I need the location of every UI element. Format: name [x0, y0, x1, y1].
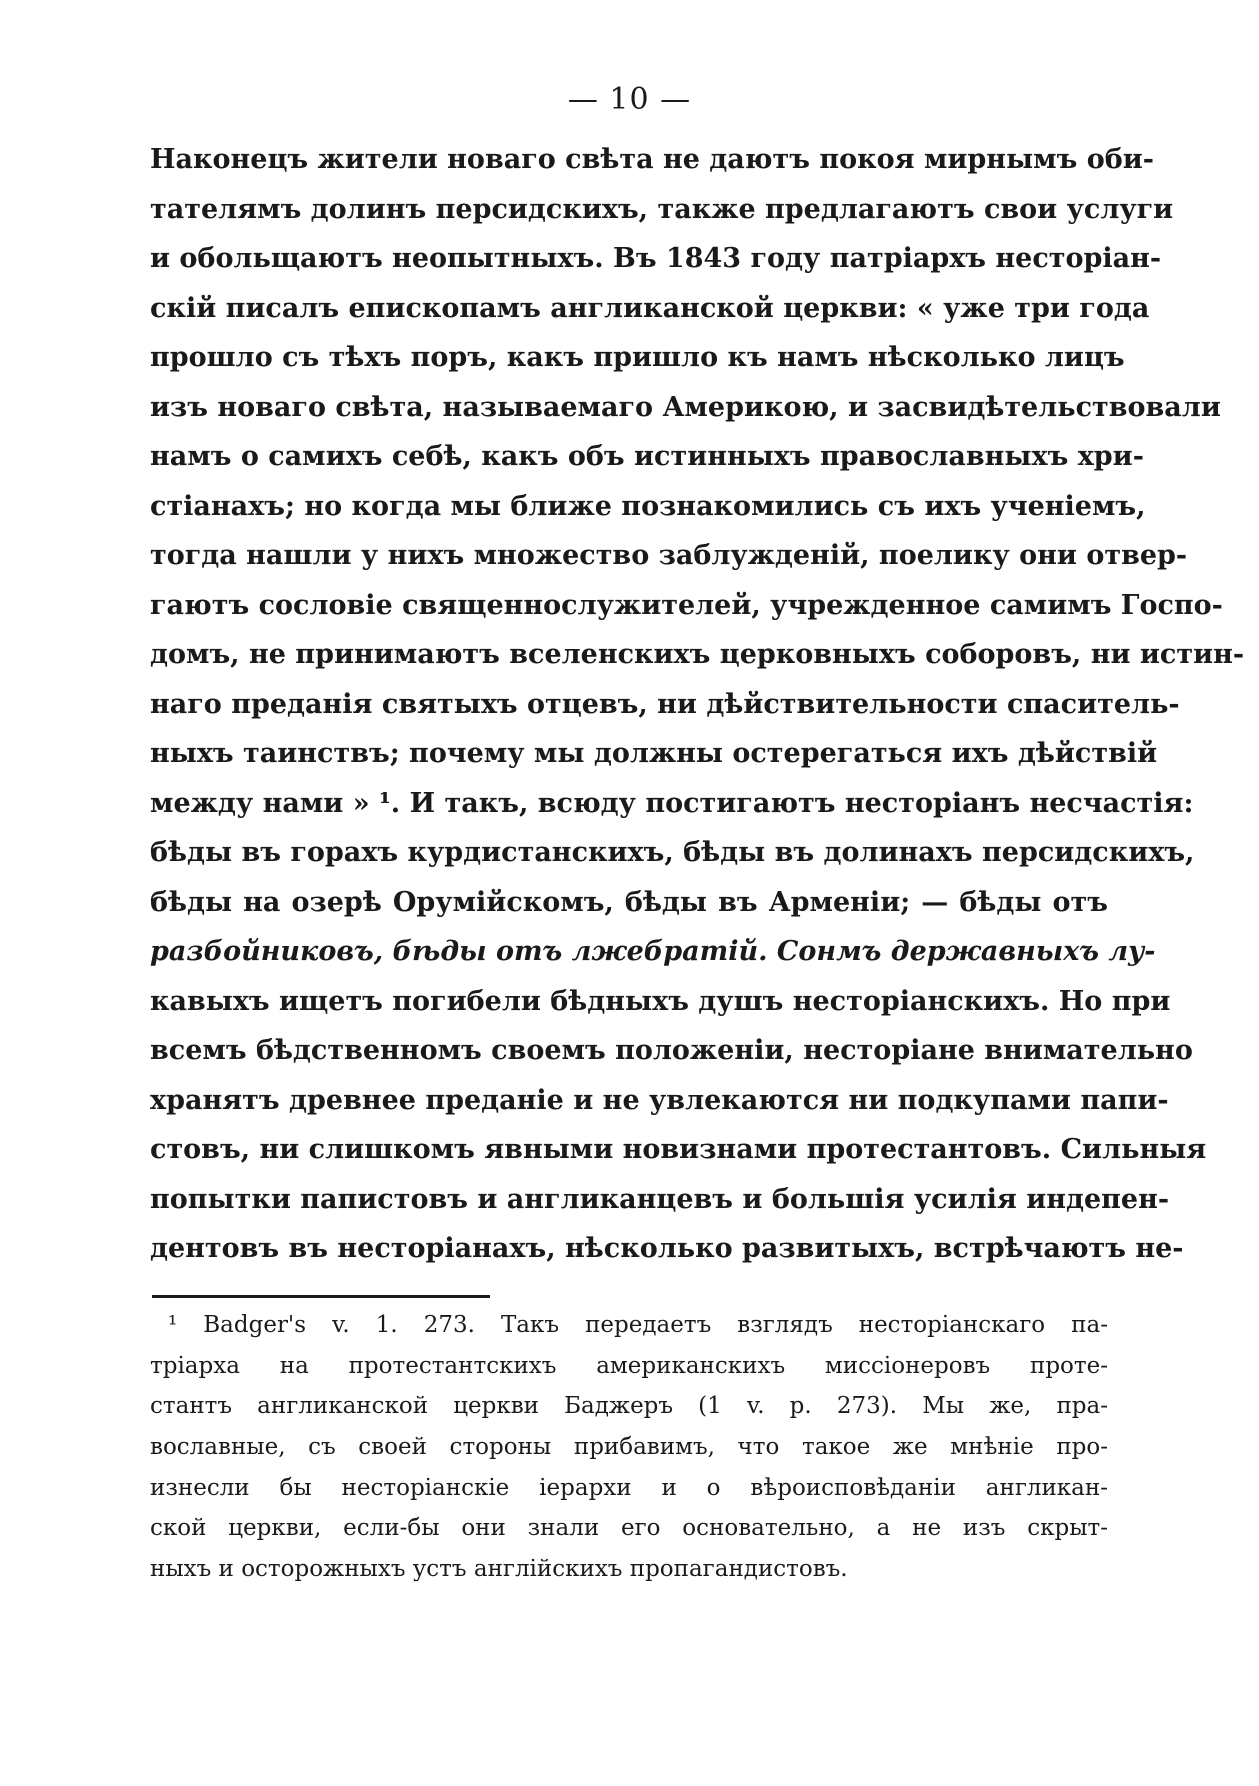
footnote-line: ¹ Badger's v. 1. 273. Такъ передаетъ взглядъ несторіанскаго па- — [168, 1312, 1108, 1338]
footnote-line: вославные, съ своей стороны прибавимъ, что такое же мнѣніе про- — [150, 1434, 1108, 1461]
text-line: ныхъ таинствъ; почему мы должны остерегаться ихъ дѣйствій — [150, 738, 1158, 769]
footnote-line: ской церкви, если-бы они знали его основательно, а не изъ скрыт- — [150, 1515, 1108, 1542]
text-line: изъ новаго свѣта, называемаго Америкою, и засвидѣтельствовали — [150, 391, 1221, 423]
text-line: разбойниковъ, бѣды отъ лжебратій. Сонмъ державныхъ лу- — [150, 936, 1156, 967]
text-line: тателямъ долинъ персидскихъ, также предлагаютъ свои услуги — [150, 193, 1174, 225]
text-line: прошло съ тѣхъ поръ, какъ пришло къ намъ нѣсколько лицъ — [150, 342, 1125, 373]
text-line: стовъ, ни слишкомъ явными новизнами протестантовъ. Сильныя — [150, 1134, 1207, 1165]
text-line: попытки папистовъ и англиканцевъ и большія усилія индепен- — [150, 1183, 1170, 1215]
text-line: бѣды на озерѣ Орумійскомъ, бѣды въ Арменіи; — бѣды отъ — [150, 886, 1108, 918]
text-line: тогда нашли у нихъ множество заблужденій, поелику они отвер- — [150, 540, 1188, 571]
text-line: кавыхъ ищетъ погибели бѣдныхъ душъ несторіанскихъ. Но при — [150, 985, 1171, 1017]
footnote-line: стантъ англиканской церкви Баджеръ (1 v. p. 273). Мы же, пра- — [150, 1393, 1108, 1420]
text-line: наго преданія святыхъ отцевъ, ни дѣйствительности спаситель- — [150, 688, 1180, 720]
main-text — [150, 135, 1245, 1274]
footnotes — [150, 1305, 1108, 1590]
footnote-divider — [152, 1295, 490, 1298]
text-line: намъ о самихъ себѣ, какъ объ истинныхъ православныхъ хри- — [150, 441, 1144, 472]
page-number: — 10 — — [567, 82, 692, 117]
text-line: между нами » ¹. И такъ, всюду постигаютъ несторіанъ несчастія: — [150, 787, 1194, 819]
footnote-line: ныхъ и осторожныхъ устъ англійскихъ пропагандистовъ. — [150, 1556, 848, 1583]
text-line: хранятъ древнее преданіе и не увлекаются ни подкупами папи- — [150, 1084, 1169, 1116]
text-line: всемъ бѣдственномъ своемъ положеніи, несторіане внимательно — [150, 1035, 1193, 1066]
text-line: стіанахъ; но когда мы ближе познакомились съ ихъ ученіемъ, — [150, 490, 1146, 522]
text-line: Наконецъ жители новаго свѣта не даютъ покоя мирнымъ оби- — [150, 144, 1154, 175]
text-line: домъ, не принимаютъ вселенскихъ церковныхъ соборовъ, ни истин- — [150, 639, 1245, 670]
text-line: и обольщаютъ неопытныхъ. Въ 1843 году патріархъ несторіан- — [150, 243, 1162, 274]
footnote-line: тріарха на протестантскихъ американскихъ миссіонеровъ проте- — [150, 1352, 1108, 1379]
footnote-line: изнесли бы несторіанскіе іерархи и о вѣроисповѣданіи англикан- — [150, 1474, 1108, 1501]
text-line: дентовъ въ несторіанахъ, нѣсколько развитыхъ, встрѣчаютъ не- — [150, 1233, 1184, 1264]
text-line: бѣды въ горахъ курдистанскихъ, бѣды въ долинахъ персидскихъ, — [150, 837, 1195, 868]
text-line: гаютъ сословіе священнослужителей, учрежденное самимъ Госпо- — [150, 589, 1223, 621]
text-line: скій писалъ епископамъ англиканской церкви: « уже три года — [150, 292, 1150, 324]
